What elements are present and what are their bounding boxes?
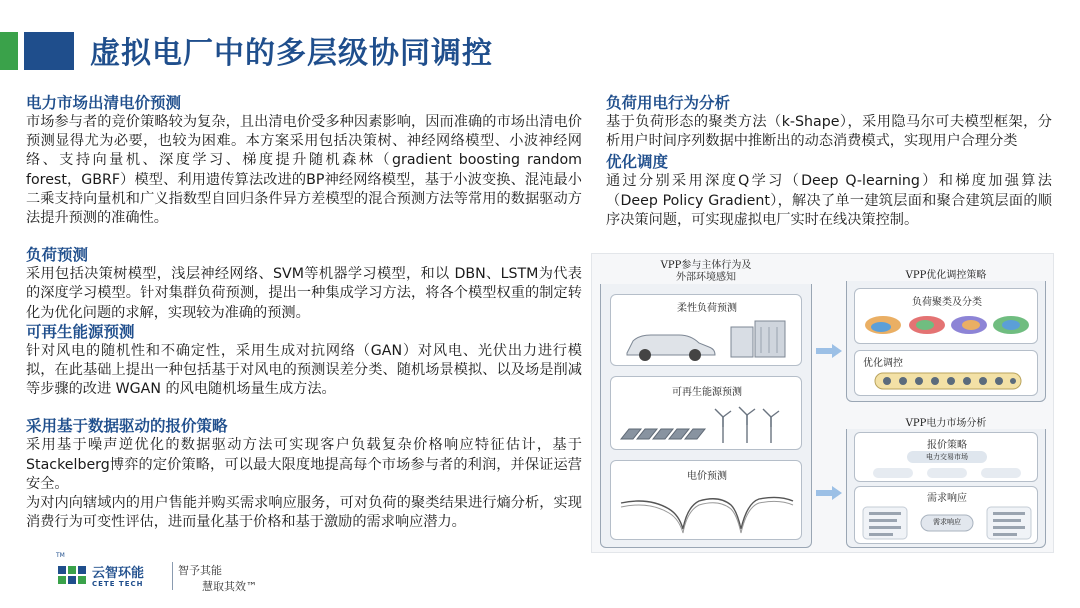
panel-bidding-title: 报价策略 [927, 440, 967, 451]
section-title-price-forecast: 电力市场出清电价预测 [26, 94, 182, 112]
arrow-right-icon [816, 344, 842, 358]
section-title-renewable-forecast: 可再生能源预测 [26, 322, 135, 341]
title-bar [0, 28, 1080, 74]
panel-price-forecast [610, 460, 802, 540]
panel-load-clustering [854, 288, 1038, 344]
section-body-renewable-forecast: 针对风电的随机性和不确定性，采用生成对抗网络（GAN）对风电、光伏出力进行模拟，在此基础上提出一种包括基于对风电的预测误差分类、随机场景模拟、以及场是削减等步骤的改进 WGAN 的风电随机场量生成方法。 [26, 342, 582, 398]
panel-demand-response [854, 486, 1038, 544]
panel-flexible-load-title: 柔性负荷预测 [677, 303, 737, 314]
bidding-flow-icon [865, 465, 1029, 481]
market-box-label: 电力交易市场 [907, 451, 987, 463]
vpp-framework-diagram [591, 253, 1054, 553]
group-optimization-title: VPP优化调控策略 [846, 266, 1046, 281]
demand-response-center-label: 需求响应 [933, 518, 961, 526]
network-chain-icon [873, 369, 1023, 393]
section-body-bidding-strategy-1: 采用基于噪声逆优化的数据驱动方法可实现客户负载复杂价格响应特征估计，基于Stackelberg博弈的定价策略，可以最大限度地提高每个市场参与者的利润，并保证运营安全。 [26, 437, 582, 492]
panel-renewable-title: 可再生能源预测 [672, 387, 742, 398]
panel-load-clustering-title: 负荷聚类及分类 [912, 297, 982, 308]
panel-flexible-load [610, 294, 802, 366]
solar-and-wind-icon [619, 403, 795, 447]
panel-optimal-control [854, 350, 1038, 396]
logo-tm: TM [56, 552, 65, 559]
panel-renewable [610, 376, 802, 450]
section-body-optimal-dispatch: 通过分别采用深度Q学习（Deep Q-learning）和梯度加强算法（Deep Policy Gradient），解决了单一建筑层面和聚合建筑层面的顺序决策问题，可实现虚拟电厂实时在线决策控制。 [606, 173, 1052, 228]
section-body-bidding-strategy-2: 为对内向辖域内的用户售能并购买需求响应服务，可对负荷的聚类结果进行熵分析，实现消费行为可变性评估，进而量化基于价格和基于激励的需求响应潜力。 [26, 495, 582, 531]
panel-price-forecast-title: 电价预测 [687, 471, 727, 482]
price-curve-icon [619, 489, 795, 537]
right-column [606, 94, 1052, 230]
section-title-bidding-strategy: 采用基于数据驱动的报价策略 [26, 417, 228, 436]
left-column [26, 94, 582, 532]
page-title: 虚拟电厂中的多层级协同调控 [90, 36, 493, 71]
panel-optimal-control-title: 优化调控 [863, 358, 903, 369]
ev-and-building-icon [621, 317, 793, 363]
logo-name: 云智环能 [92, 566, 145, 581]
title-accent-green [0, 32, 18, 70]
panel-demand-response-title: 需求响应 [927, 493, 967, 504]
arrow-right-icon [816, 486, 842, 500]
cluster-scatter-icon [861, 307, 1033, 341]
section-body-load-behavior: 基于负荷形态的聚类方法（k-Shape），采用隐马尔可夫模型框架，分析用户时间序列数据中推断出的动态消费模式，实现用户合理分类 [606, 114, 1052, 150]
panel-bidding [854, 432, 1038, 482]
company-logo [56, 552, 376, 596]
title-accent-blue [24, 32, 74, 70]
section-title-load-forecast: 负荷预测 [26, 246, 89, 265]
group-market-title: VPP电力市场分析 [846, 414, 1046, 429]
logo-divider [172, 562, 173, 590]
section-title-load-behavior: 负荷用电行为分析 [606, 94, 731, 112]
logo-slogan-2: 慧取其效™ [202, 580, 257, 593]
logo-english-name: CETE TECH [92, 580, 144, 588]
logo-mark-icon [56, 560, 88, 592]
section-body-price-forecast: 市场参与者的竞价策略较为复杂，且出清电价受多种因素影响，因而准确的市场出清电价预测显得尤为必要，也较为困难。本方案采用包括决策树、神经网络模型、小波神经网络、支持向量机、深度学习、梯度提升随机森林（gradient boosting random forest，GBRF）模型、利用遗传算法改进的BP神经网络模型，基于小波变换、混沌最小二乘支持向量机和广义指数型自回归条件异方差模型的混合预测方法等常用的数据驱动方法提升预测的准确性。 [26, 114, 582, 227]
group-perception-title: VPP参与主体行为及 外部环境感知 [600, 260, 812, 284]
section-title-optimal-dispatch: 优化调度 [606, 153, 669, 172]
section-body-load-forecast: 采用包括决策树模型，浅层神经网络、SVM等机器学习模型，和以 DBN、LSTM为代表的深度学习模型。针对集群负荷预测，提出一种集成学习方法，将各个模型权重的制定转化为优化问题的求解，实现较为准确的预测。 [26, 266, 582, 321]
logo-slogan-1: 智予其能 [178, 564, 222, 577]
